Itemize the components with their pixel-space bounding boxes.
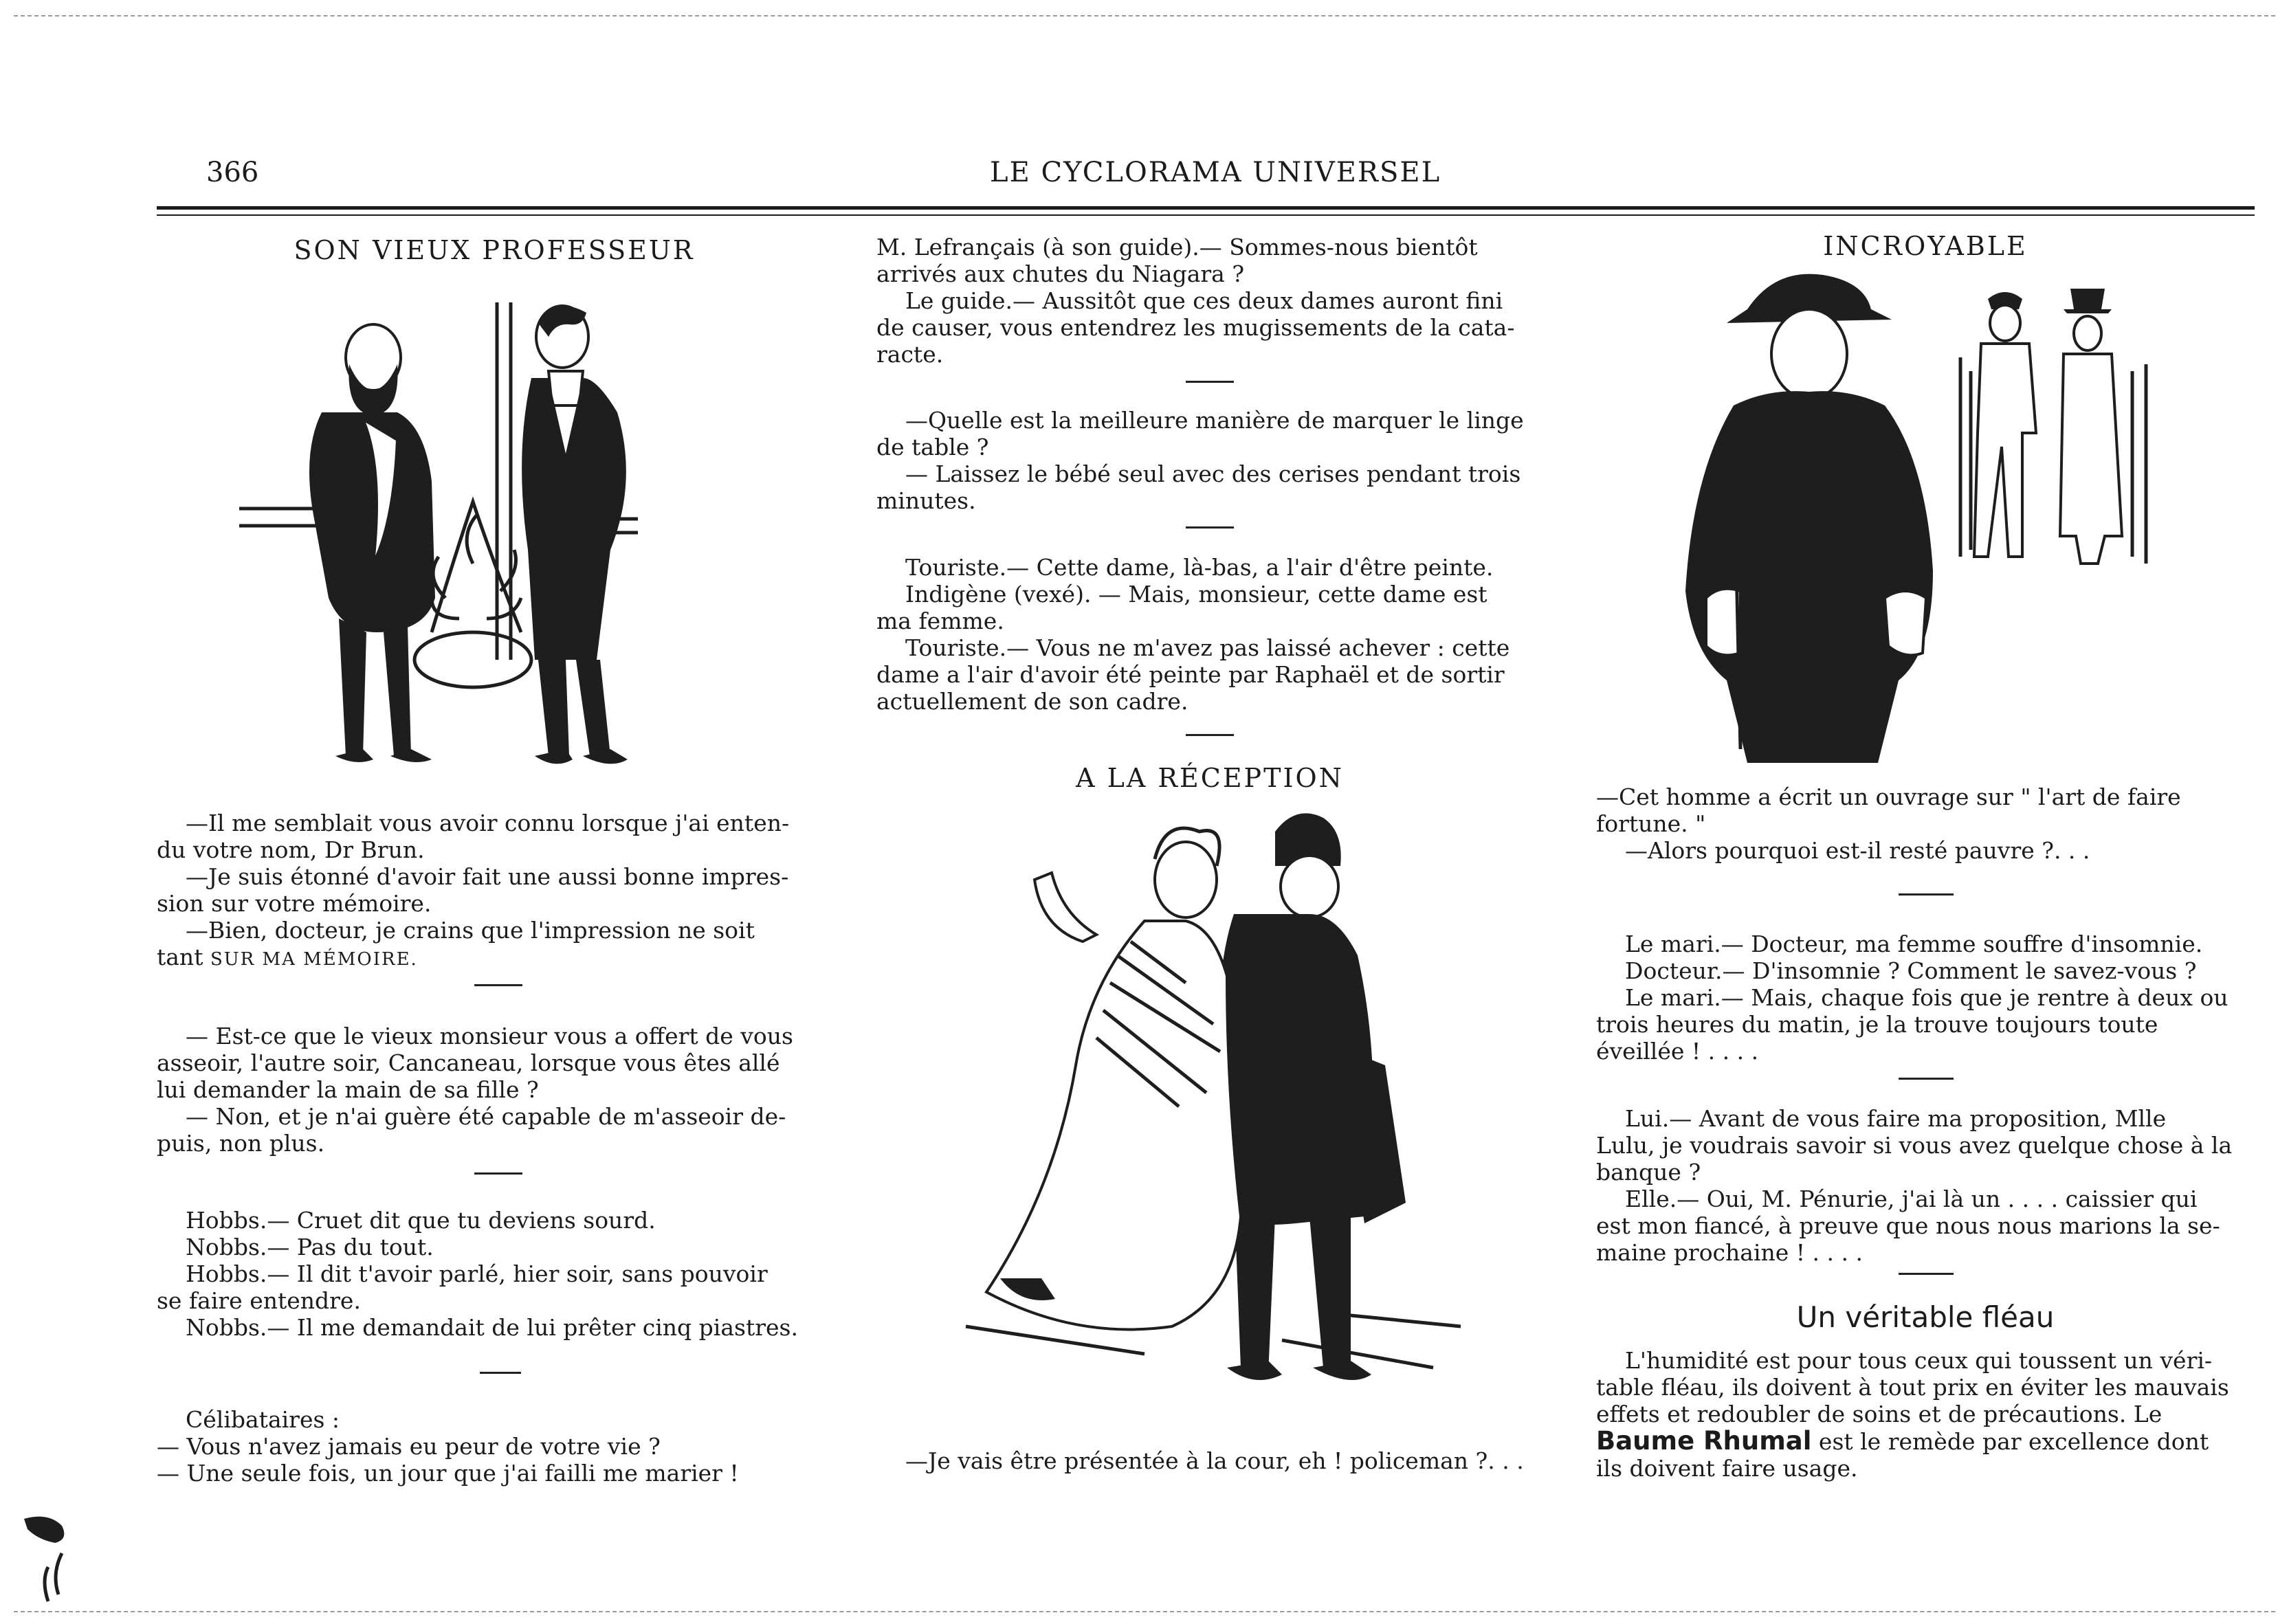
- dialogue-niagara: M. Lefrançais (à son guide).— Sommes-nous bientôt arrivés aux chutes du Niagara ? Le guide.— Aussitôt que ces deux dames auront fini de causer, vous entendrez les mugissements de la cata- racte.: [876, 234, 1515, 368]
- illustration-old-professor: [225, 275, 748, 783]
- dialogue-linge: —Quelle est la meilleure manière de marquer le linge de table ? — Laissez le bébé seul avec des cerises pendant trois minutes.: [876, 407, 1524, 514]
- header-rule-thin: [157, 214, 2255, 216]
- separator: [474, 1172, 522, 1175]
- separator: [474, 984, 522, 986]
- ad-title: Un véritable fléau: [1796, 1300, 2055, 1334]
- running-title: LE CYCLORAMA UNIVERSEL: [990, 157, 1441, 188]
- illustration-incroyable: [1665, 268, 2187, 770]
- ad-body: L'humidité est pour tous ceux qui toussent un véri- table fléau, ils doivent à tout prix en éviter les mauvais effets et redoubler de soins et de précautions. Le Baume Rhumal est le remède par excellence dont ils doivent faire usage.: [1596, 1347, 2229, 1482]
- dialogue-celibataires: Célibataires : — Vous n'avez jamais eu peur de votre vie ? — Une seule fois, un jour que j'ai failli me marier !: [157, 1406, 739, 1487]
- section-title-incroyable: INCROYABLE: [1823, 231, 2028, 261]
- caption-reception: —Je vais être présentée à la cour, eh ! policeman ?. . .: [905, 1447, 1524, 1474]
- separator: [1186, 526, 1234, 529]
- dialogue-cancaneau: — Est-ce que le vieux monsieur vous a offert de vous asseoir, l'autre soir, Cancaneau, lorsque vous êtes allé lui demander la main de sa fille ? — Non, et je n'ai guère été capable de m'asseoir de- puis, non plus.: [157, 1023, 793, 1157]
- dialogue-hobbs-nobbs: Hobbs.— Cruet dit que tu deviens sourd. Nobbs.— Pas du tout. Hobbs.— Il dit t'avoir parlé, hier soir, sans pouvoir se faire entendre. Nobbs.— Il me demandait de lui prêter cinq piastres.: [157, 1207, 798, 1341]
- brand-baume-rhumal: Baume Rhumal: [1596, 1426, 1812, 1456]
- separator: [1899, 1078, 1954, 1080]
- scan-artifact-mark: [21, 1512, 76, 1608]
- separator: [1899, 1273, 1954, 1275]
- section-title-son-vieux-professeur: SON VIEUX PROFESSEUR: [294, 235, 695, 265]
- separator: [1186, 734, 1234, 736]
- separator: [1899, 893, 1954, 896]
- scan-edge-top: [14, 15, 2275, 16]
- header-rule-thick: [157, 206, 2255, 210]
- scan-edge-bottom: [14, 1611, 2275, 1612]
- page-number: 366: [206, 157, 259, 188]
- illustration-reception: [938, 804, 1488, 1409]
- dialogue-art-de-faire-fortune: —Cet homme a écrit un ouvrage sur " l'art de faire fortune. " —Alors pourquoi est-il resté pauvre ?. . .: [1596, 783, 2181, 864]
- dialogue-touriste: Touriste.— Cette dame, là-bas, a l'air d'être peinte. Indigène (vexé). — Mais, monsieur, cette dame est ma femme. Touriste.— Vous ne m'avez pas laissé achever : cette dame a l'air d'avoir été peinte par Raphaël et de sortir actuellement de son cadre.: [876, 554, 1510, 715]
- separator: [1186, 381, 1234, 383]
- dialogue-dr-brun: —Il me semblait vous avoir connu lorsque j'ai enten- du votre nom, Dr Brun. —Je suis étonné d'avoir fait une aussi bonne impres- sion sur votre mémoire. —Bien, docteur, je crains que l'impression ne soit tant SUR MA MÉMOIRE.: [157, 810, 790, 970]
- dialogue-penurie: Lui.— Avant de vous faire ma proposition, Mlle Lulu, je voudrais savoir si vous avez quelque chose à la banque ? Elle.— Oui, M. Pénurie, j'ai là un . . . . caissier qui est mon fiancé, à preuve que nous nous marions la se- maine prochaine ! . . . .: [1596, 1105, 2233, 1266]
- dialogue-insomnie: Le mari.— Docteur, ma femme souffre d'insomnie. Docteur.— D'insomnie ? Comment le savez-vous ? Le mari.— Mais, chaque fois que je rentre à deux ou trois heures du matin, je la trouve toujours toute éveillée ! . . . .: [1596, 931, 2229, 1065]
- separator: [480, 1372, 521, 1374]
- section-title-a-la-reception: A LA RÉCEPTION: [1076, 763, 1344, 793]
- small-caps-memoire: SUR MA MÉMOIRE.: [210, 949, 418, 970]
